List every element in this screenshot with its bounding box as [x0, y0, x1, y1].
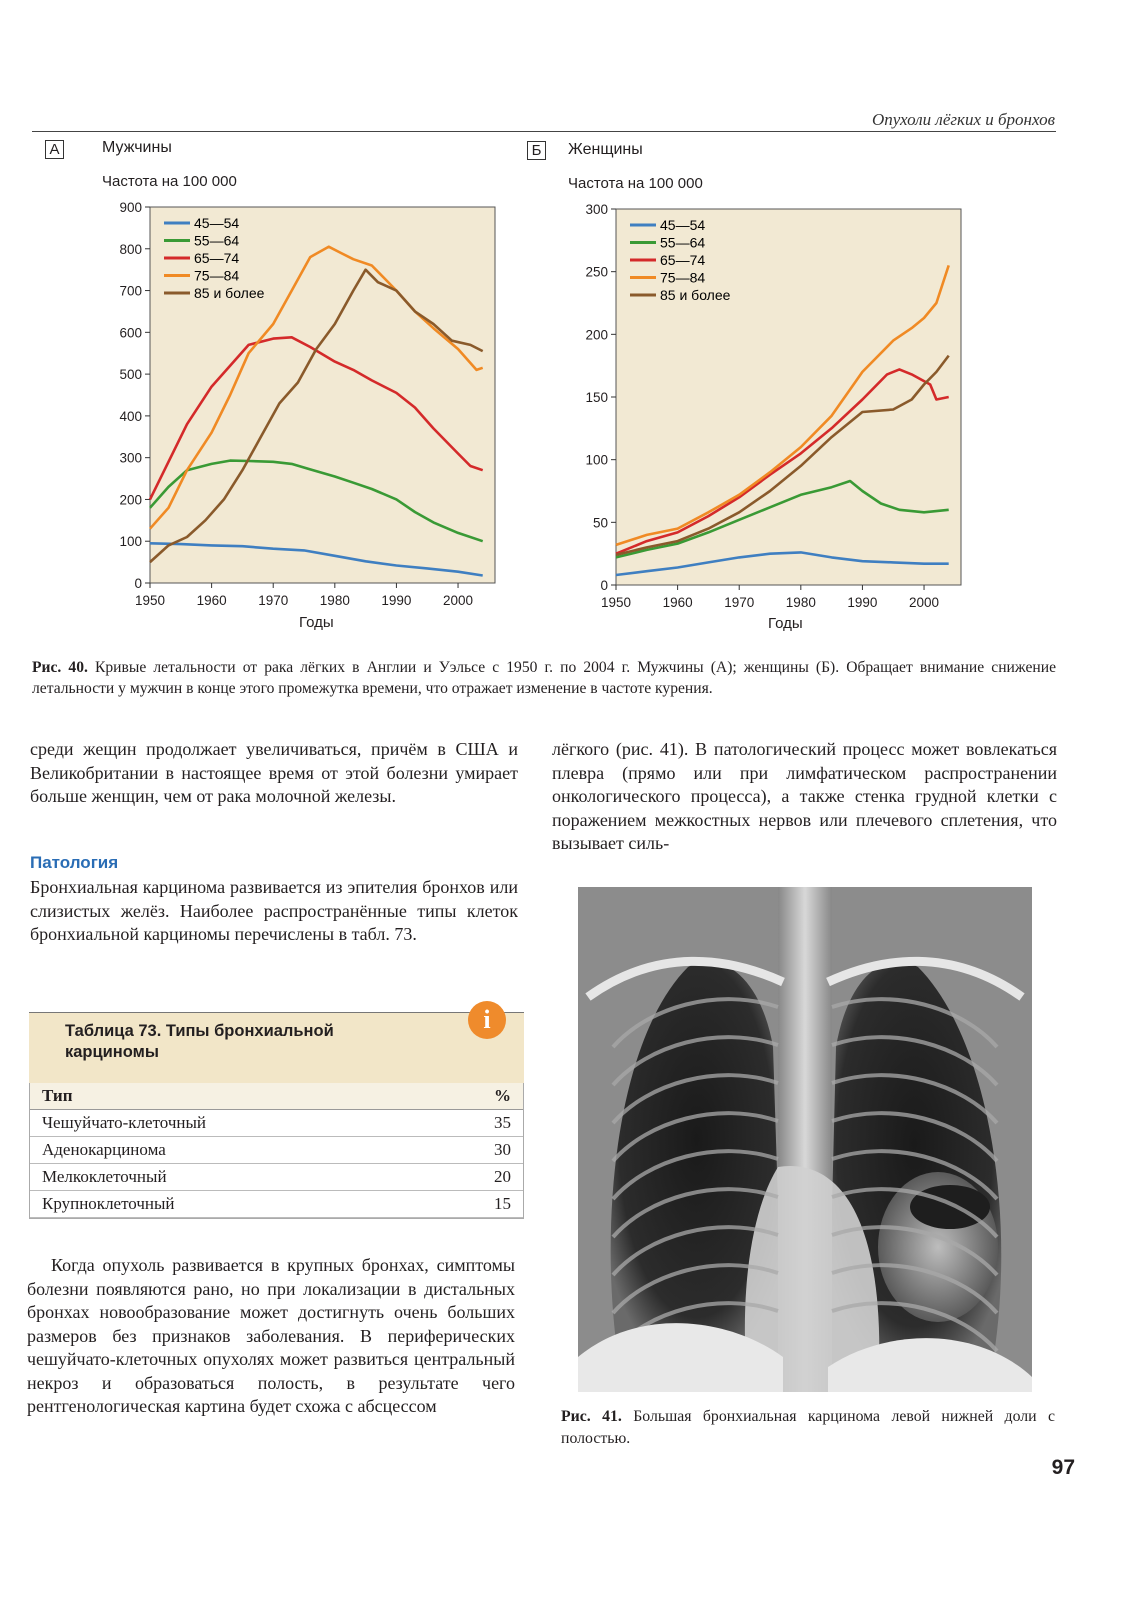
- x-tick-label: 1970: [258, 593, 289, 608]
- legend-label: 55—64: [194, 232, 240, 249]
- y-tick-label: 300: [119, 450, 142, 466]
- y-tick-label: 100: [585, 452, 608, 468]
- x-tick-label: 1990: [381, 593, 412, 608]
- table-73: [29, 1005, 524, 1219]
- table-title: Таблица 73. Типы бронхиальной карциномы: [65, 1022, 334, 1061]
- table-row: [30, 1191, 523, 1218]
- y-tick-label: 250: [585, 264, 608, 280]
- legend-label: 45—54: [194, 215, 240, 231]
- x-tick-label: 1980: [785, 595, 816, 610]
- fig41-text: Большая бронхиальная карцинома левой нижней доли с полостью.: [561, 1408, 1055, 1447]
- chart-a-title: Мужчины: [102, 139, 172, 156]
- y-tick-label: 800: [119, 241, 142, 257]
- table-cell-percent: 30: [494, 1140, 511, 1159]
- x-tick-label: 1960: [662, 595, 693, 610]
- fig40-label: Рис. 40.: [32, 659, 88, 676]
- x-tick-label: 1990: [847, 595, 878, 610]
- legend-label: 85 и более: [194, 285, 265, 301]
- table-cell-percent: 35: [494, 1113, 511, 1132]
- table-cell-type: Чешуйчато-клеточный: [42, 1113, 207, 1132]
- x-tick-label: 2000: [909, 595, 940, 610]
- y-tick-label: 50: [592, 515, 608, 531]
- fig40-text: Кривые летальности от рака лёгких в Англии и Уэльсе с 1950 г. по 2004 г. Мужчины (А); женщины (Б). Обращает внимание снижение летальности у мужчин в конце этого промежутка времени, что отражает изменение в частоте курения.: [32, 659, 1056, 697]
- x-tick-label: 1950: [134, 593, 166, 608]
- page-number: 97: [1051, 1456, 1075, 1479]
- info-icon: i: [468, 1001, 506, 1039]
- left-para-3: Когда опухоль развивается в крупных бронхах, симптомы болезни появляются рано, но при локализации в дистальных бронхах новообразование может достигнуть очень больших размеров без признаков заболевания. В периферических чешуйчато-клеточных опухолях может развиться центральный некроз и образоваться полость, в результате чего рентгенологическая картина будет схожа с абсцессом: [27, 1255, 515, 1416]
- chart-b-title: Женщины: [568, 141, 643, 158]
- legend-label: 65—74: [194, 250, 240, 266]
- fig40-caption: [32, 657, 1056, 699]
- y-tick-label: 400: [119, 408, 142, 424]
- table-cell-type: Крупноклеточный: [42, 1194, 175, 1213]
- left-para-2: Бронхиальная карцинома развивается из эпителия бронхов или слизистых желёз. Наиболее распространённые типы клеток бронхиальной карциномы перечислены в табл. 73.: [30, 877, 518, 944]
- legend-label: 75—84: [194, 267, 240, 284]
- y-tick-label: 600: [119, 325, 142, 341]
- chart-a-ylabel: Частота на 100 000: [102, 173, 237, 190]
- x-tick-label: 1960: [196, 593, 227, 608]
- fig41-caption: [561, 1406, 1055, 1450]
- y-tick-label: 700: [119, 283, 142, 299]
- table-row: [30, 1137, 523, 1164]
- x-tick-label: 1980: [319, 593, 350, 608]
- left-para-1: среди жещин продолжает увеличиваться, причём в США и Великобритании в настоящее время от этой болезни умирает больше женщин, чем от рака молочной железы.: [30, 739, 518, 806]
- table-cell-type: Аденокарцинома: [42, 1140, 166, 1159]
- chart-a: [90, 195, 510, 615]
- chart-b-xlabel: Годы: [768, 615, 803, 632]
- y-tick-label: 900: [119, 200, 142, 215]
- chest-xray-image: [578, 887, 1032, 1392]
- panel-a-letter: А: [45, 140, 64, 159]
- table-cell-type: Мелкоклеточный: [42, 1167, 167, 1186]
- y-tick-label: 200: [119, 492, 142, 508]
- table-header-band: [29, 1005, 524, 1083]
- legend-label: 55—64: [660, 234, 706, 251]
- x-tick-label: 1970: [724, 595, 755, 610]
- y-tick-label: 200: [585, 327, 608, 343]
- table-body: [29, 1083, 524, 1219]
- y-tick-label: 300: [585, 202, 608, 217]
- chart-a-xlabel: Годы: [299, 614, 334, 631]
- legend-label: 75—84: [660, 269, 706, 286]
- y-tick-label: 150: [585, 390, 608, 405]
- chart-b: [556, 197, 976, 617]
- x-tick-label: 1950: [600, 595, 632, 610]
- legend-label: 85 и более: [660, 287, 731, 303]
- y-tick-label: 100: [119, 534, 142, 550]
- chart-b-ylabel: Частота на 100 000: [568, 175, 703, 192]
- table-cell-percent: 15: [494, 1194, 511, 1213]
- legend-label: 65—74: [660, 252, 706, 268]
- table-header-row: [30, 1083, 523, 1110]
- fig41-label: Рис. 41.: [561, 1408, 622, 1425]
- running-title: Опухоли лёгких и бронхов: [871, 110, 1055, 129]
- x-tick-label: 2000: [443, 593, 474, 608]
- table-row: [30, 1164, 523, 1191]
- right-para-1: лёгкого (рис. 41). В патологический процесс может вовлекаться плевра (прямо или при лимфатическом распространении онкологического процесса), а также стенка грудной клетки с поражением межкостных нервов или плечевого сплетения, что вызывает силь-: [552, 739, 1057, 853]
- table-row: [30, 1110, 523, 1137]
- section-heading-pathology: Патология: [30, 853, 119, 872]
- table-col-type: Тип: [42, 1086, 73, 1105]
- panel-b-letter: Б: [527, 141, 546, 160]
- y-tick-label: 0: [134, 576, 142, 591]
- header-rule: [32, 131, 1056, 132]
- table-cell-percent: 20: [494, 1167, 511, 1186]
- y-tick-label: 500: [119, 367, 142, 383]
- table-col-percent: %: [494, 1086, 511, 1105]
- legend-label: 45—54: [660, 217, 706, 233]
- y-tick-label: 0: [600, 578, 608, 593]
